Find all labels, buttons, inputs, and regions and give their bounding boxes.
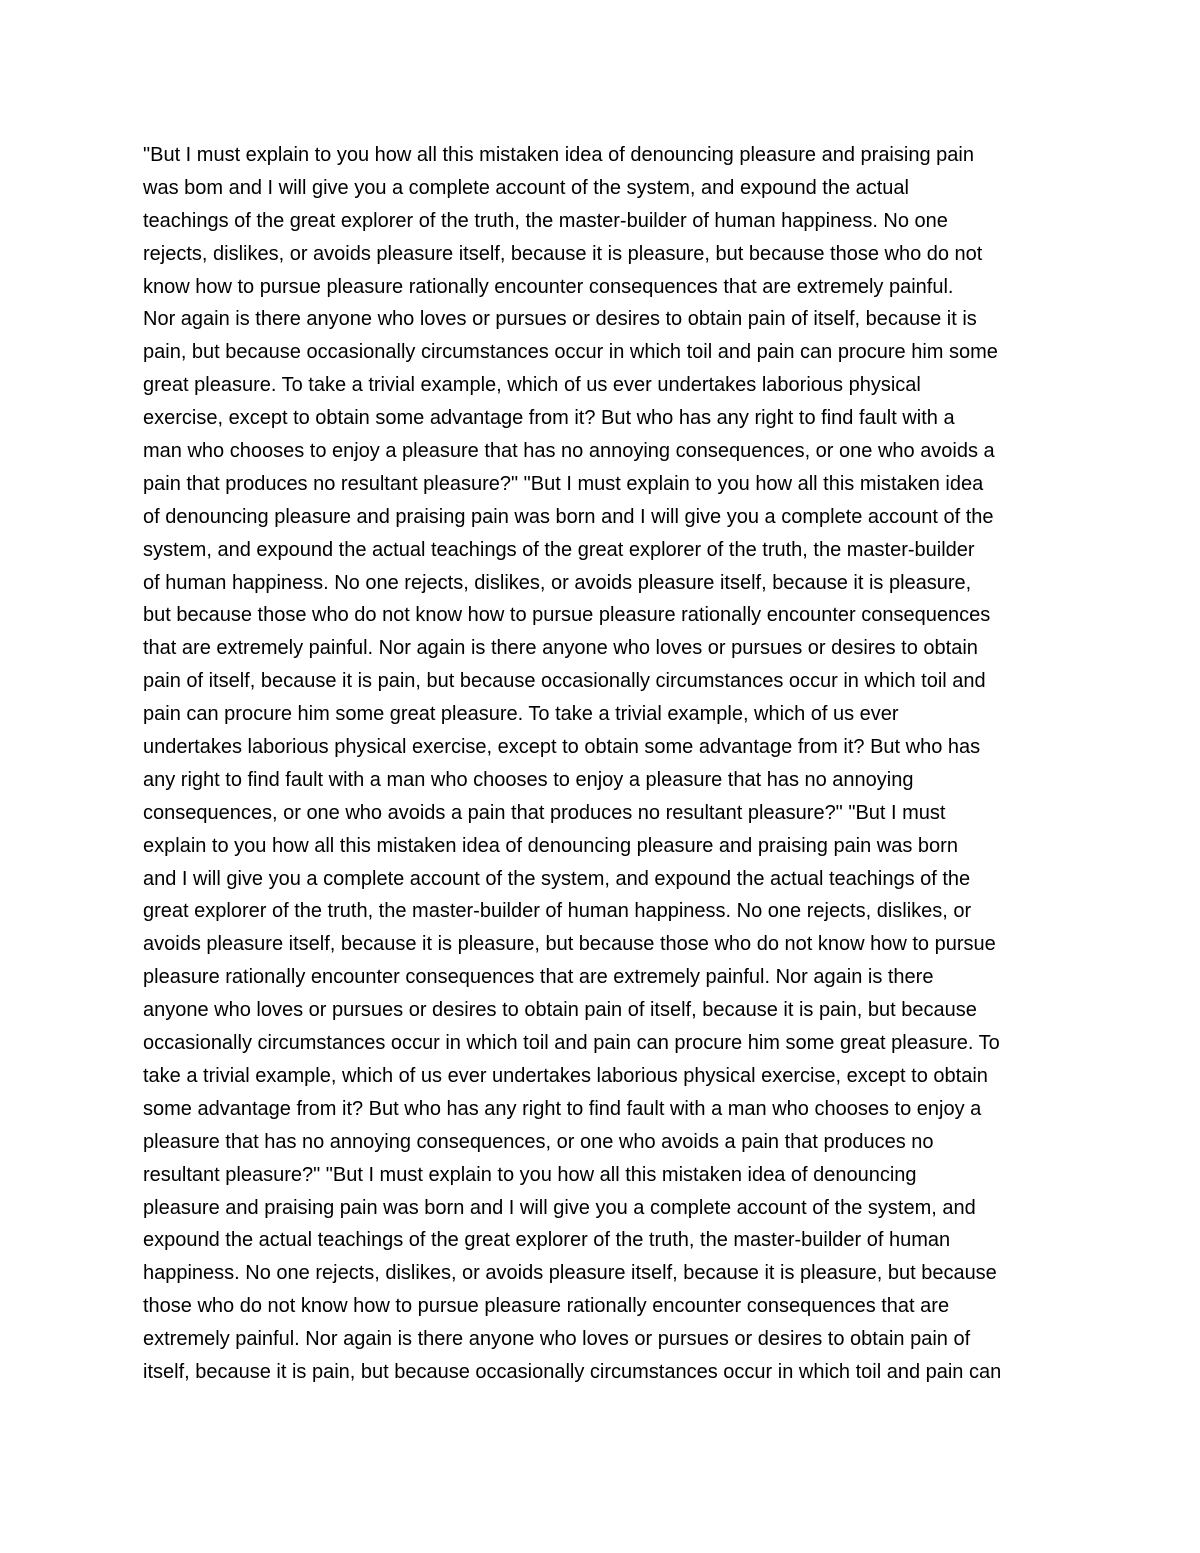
- text-line: explain to you how all this mistaken idea of denouncing pleasure and praising pain was born: [143, 834, 958, 857]
- text-line: avoids pleasure itself, because it is pleasure, but because those who do not know how to pursue: [143, 933, 996, 956]
- text-line: great pleasure. To take a trivial example, which of us ever undertakes laborious physical: [143, 374, 921, 397]
- text-line: system, and expound the actual teachings of the great explorer of the truth, the master-builder: [143, 538, 975, 561]
- text-line: consequences, or one who avoids a pain that produces no resultant pleasure?" "But I must: [143, 801, 946, 824]
- text-line: pleasure and praising pain was born and I will give you a complete account of the system, and: [143, 1196, 976, 1219]
- text-line: rejects, dislikes, or avoids pleasure itself, because it is pleasure, but because those who do not: [143, 242, 983, 265]
- text-line: was bom and I will give you a complete account of the system, and expound the actual: [143, 176, 909, 199]
- text-line: extremely painful. Nor again is there anyone who loves or pursues or desires to obtain pain of: [143, 1328, 971, 1351]
- text-line: of denouncing pleasure and praising pain was born and I will give you a complete account of the: [143, 505, 994, 528]
- text-line: Nor again is there anyone who loves or pursues or desires to obtain pain of itself, because it is: [143, 308, 977, 331]
- text-line: pleasure rationally encounter consequences that are extremely painful. Nor again is there: [143, 966, 934, 989]
- text-line: anyone who loves or pursues or desires to obtain pain of itself, because it is pain, but because: [143, 999, 977, 1022]
- text-line: great explorer of the truth, the master-builder of human happiness. No one rejects, dislikes, or: [143, 900, 972, 923]
- text-line: pleasure that has no annoying consequences, or one who avoids a pain that produces no: [143, 1130, 934, 1153]
- text-line: pain that produces no resultant pleasure?" "But I must explain to you how all this mistaken idea: [143, 472, 984, 495]
- text-line: take a trivial example, which of us ever undertakes laborious physical exercise, except to obtain: [143, 1064, 988, 1087]
- text-line: teachings of the great explorer of the truth, the master-builder of human happiness. No one: [143, 209, 948, 232]
- text-line: man who chooses to enjoy a pleasure that has no annoying consequences, or one who avoids a: [143, 440, 995, 463]
- text-line: but because those who do not know how to pursue pleasure rationally encounter consequences: [143, 604, 991, 627]
- text-line: itself, because it is pain, but because occasionally circumstances occur in which toil and pain can: [143, 1360, 1002, 1383]
- text-line: those who do not know how to pursue pleasure rationally encounter consequences that are: [143, 1295, 950, 1318]
- text-line: exercise, except to obtain some advantage from it? But who has any right to find fault with a: [143, 407, 955, 430]
- text-line: happiness. No one rejects, dislikes, or avoids pleasure itself, because it is pleasure, but because: [143, 1262, 997, 1285]
- body-text: [143, 139, 1063, 1389]
- text-line: pain, but because occasionally circumstances occur in which toil and pain can procure him some: [143, 341, 998, 364]
- text-line: and I will give you a complete account of the system, and expound the actual teachings of the: [143, 867, 971, 890]
- text-line: "But I must explain to you how all this mistaken idea of denouncing pleasure and praising pain: [143, 144, 974, 166]
- text-line: know how to pursue pleasure rationally encounter consequences that are extremely painful.: [143, 275, 954, 298]
- text-line: of human happiness. No one rejects, dislikes, or avoids pleasure itself, because it is pleasure,: [143, 571, 972, 594]
- text-line: occasionally circumstances occur in which toil and pain can procure him some great pleasure. To: [143, 1032, 1000, 1055]
- text-line: pain can procure him some great pleasure. To take a trivial example, which of us ever: [143, 703, 899, 726]
- text-line: some advantage from it? But who has any right to find fault with a man who chooses to enjoy a: [143, 1097, 982, 1120]
- text-line: that are extremely painful. Nor again is there anyone who loves or pursues or desires to obtain: [143, 637, 978, 660]
- text-line: resultant pleasure?" "But I must explain to you how all this mistaken idea of denouncing: [143, 1163, 917, 1186]
- text-line: pain of itself, because it is pain, but because occasionally circumstances occur in which toil and: [143, 670, 986, 693]
- text-line: any right to find fault with a man who chooses to enjoy a pleasure that has no annoying: [143, 768, 914, 791]
- text-line: undertakes laborious physical exercise, except to obtain some advantage from it? But who has: [143, 736, 981, 759]
- text-line: expound the actual teachings of the great explorer of the truth, the master-builder of human: [143, 1229, 951, 1252]
